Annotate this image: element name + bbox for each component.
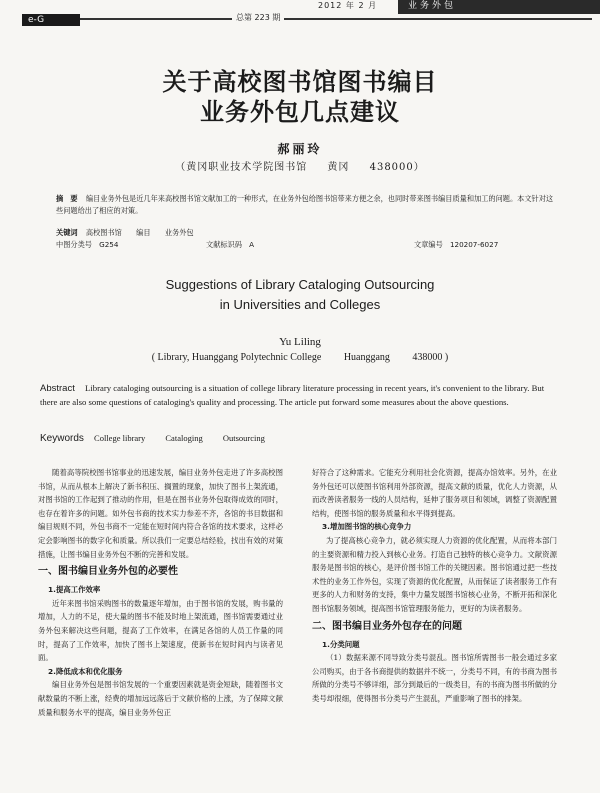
body-paragraph: 为了提高核心竞争力，就必须实现人力资源的优化配置，从而将本部门的主要资源和精力投入到核心业务。打造自己独特的核心竞争力。文献资源服务是图书馆的核心，是评价图书馆工作的关键因素。图书馆通过把一些技术性的业务工作外包，实现了资源的优化配置，从而保证了读者服务工作有更多的人力和财务的支持，集中力量发展图书馆核心业务，不断开拓和深化图书馆服务领域，提高图书馆管理服务能力，更好的为读者服务。 — [312, 535, 557, 613]
body-column-left — [38, 466, 283, 719]
body-paragraph: 近年来图书馆采购图书的数量逐年增加，由于图书馆的发展，购书量的增加，人力的不足，使大量的图书不能及时地上架流通，图书馆需要通过业务外包来解决这些问题，提高了工作效率，在满足各馆的人员工作量的同时，提高了工作效率，加快了图书上架速度，使新书在短时间内与读者见面。 — [38, 598, 283, 663]
affiliation-zh-org: （黄冈职业技术学院图书馆 — [175, 162, 308, 173]
keyword-zh: 高校图书馆 — [85, 228, 122, 237]
affiliation-en-org: ( Library, Huanggang Polytechnic College — [151, 352, 322, 363]
body-paragraph: 好符合了这种需求。它能充分利用社会化资源，提高办馆效率。另外，在业务外包还可以使图书馆利用外部资源，提高文献的质量，优化人力资源，从而改善读者服务一线的人员结构，延伸了服务项目和领域，调整了资源配置结构，使图书馆的服务质量和水平得到提高。 — [312, 468, 557, 518]
keywords-en-label: Keywords — [40, 433, 84, 444]
keyword-en: College library — [94, 433, 146, 443]
header-total-issue: 总第 223 期 — [232, 12, 284, 23]
keyword-en: Outsourcing — [222, 433, 265, 443]
affiliation-en — [0, 352, 600, 363]
keywords-zh-label: 关键词 — [56, 228, 78, 237]
affiliation-zh-postcode: 438000） — [369, 162, 425, 173]
body-paragraph: 随着高等院校图书馆事业的迅速发展，编目业务外包走进了许多高校图书馆，从而从根本上解决了新书积压、搁置的现象，加快了图书上架流通，对图书馆的工作起到了推动的作用，但是在图书业务外包取得成效的同时，也存在着许多的问题。如外包书商的技术实力参差不齐，各馆的书目数据和编目规则不同，外包书商不一定能在短时间内符合各馆的技术要求，这样必定会影响图书的数字化和质量。所以我们一定要总结经验，找出有效的对策措施，让图书编目业务外包不断的完善和发展。 — [38, 468, 283, 559]
subsection-heading: 2.降低成本和优化服务 — [48, 666, 123, 676]
author-zh: 郝丽玲 — [277, 142, 323, 156]
title-zh-line2: 业务外包几点建议 — [200, 98, 400, 126]
author-en: Yu Liling — [279, 336, 321, 348]
abstract-en — [40, 382, 563, 409]
keywords-zh — [56, 227, 556, 239]
clc-number: 中图分类号 G254 — [56, 240, 119, 249]
section-heading: 一、图书编目业务外包的必要性 — [38, 566, 178, 578]
subsection-heading: 1.分类问题 — [322, 639, 360, 649]
affiliation-zh-city: 黄冈 — [327, 162, 350, 173]
header-column: 业务外包 — [398, 0, 600, 14]
section-heading: 二、图书编目业务外包存在的问题 — [312, 620, 462, 632]
keyword-zh: 业务外包 — [164, 228, 194, 237]
title-en-line1: Suggestions of Library Cataloging Outsourcing — [165, 277, 435, 292]
article-number: 文章编号 120207-6027 — [414, 240, 499, 249]
keyword-zh: 编目 — [136, 228, 151, 237]
body-column-right — [312, 466, 557, 706]
abstract-en-text: Library cataloging outsourcing is a situation of college library literature processing in recent years, it's convenient to the library. But there are also some questions of cataloging's quality and processing. The article put forward some measures about the above questions. — [40, 383, 545, 407]
subsection-heading: 1.提高工作效率 — [48, 585, 101, 595]
document-code: 文献标识码 A — [206, 240, 255, 249]
header-year: 2012 年 2 月 — [318, 1, 378, 10]
abstract-zh — [56, 193, 556, 217]
title-zh-line1: 关于高校图书馆图书编目 — [162, 68, 438, 96]
body-paragraph: （1）数据来源不同导致分类号混乱。图书馆所需图书一般会通过多家公司购买，由于各书商提供的数据并不统一，分类号不同，有的书商为图书所做的分类号不够详细，部分到最后的一级类目，有的书商为图书所做的分类号却很细，使得图书分类号产生混乱，严重影响了图书的排架。 — [312, 653, 557, 703]
title-en-line2: in Universities and Colleges — [219, 297, 381, 312]
keyword-en: Cataloging — [165, 433, 203, 443]
abstract-zh-text: 编目业务外包是近几年来高校图书馆文献加工的一种形式，在业务外包给图书馆带来方便之余，也同时带来图书编目质量和加工的问题。本文针对这些问题给出了相应的对策。 — [56, 194, 554, 215]
body-paragraph: 编目业务外包是图书馆发展的一个重要因素就是资金短缺，随着图书文献数量的不断上涨，经费的增加远远落后于文献价格的上涨，为了保障文献质量和服务水平的提高，编目业务外包正 — [38, 680, 283, 717]
affiliation-en-city: Huanggang — [343, 352, 390, 363]
affiliation-zh — [0, 158, 600, 173]
header-tag: e-G — [22, 14, 80, 26]
keywords-en — [40, 433, 563, 444]
subsection-heading: 3.增加图书馆的核心竞争力 — [322, 522, 412, 532]
header-rule — [22, 18, 592, 20]
abstract-en-label: Abstract — [40, 383, 75, 394]
affiliation-en-postcode: 438000 ) — [412, 352, 449, 363]
abstract-zh-label: 摘 要 — [56, 194, 78, 203]
